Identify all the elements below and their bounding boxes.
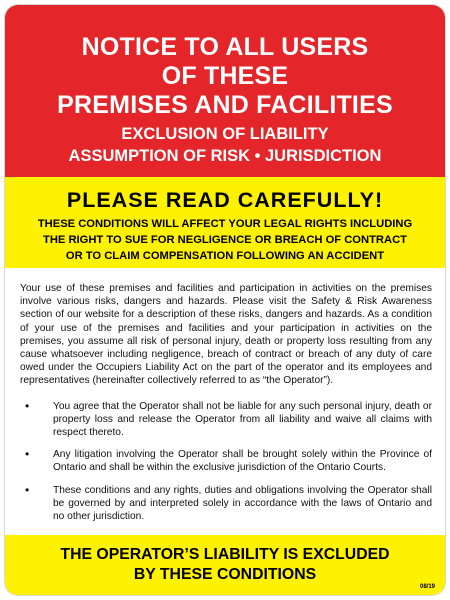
warning-line-3: OR TO CLAIM COMPENSATION FOLLOWING AN ACCIDENT bbox=[65, 250, 385, 262]
liability-statement bbox=[5, 545, 445, 585]
liability-panel bbox=[5, 535, 445, 595]
list-item bbox=[20, 484, 432, 524]
subtitle-line-1: EXCLUSION OF LIABILITY bbox=[121, 125, 329, 143]
warning-line-2: THE RIGHT TO SUE FOR NEGLIGENCE OR BREACH OF CONTRACT bbox=[42, 234, 407, 246]
sign-frame bbox=[5, 5, 445, 595]
terms-body bbox=[20, 282, 432, 532]
title-line-1: NOTICE TO ALL USERS bbox=[81, 33, 369, 61]
sign-code: 08/19 bbox=[419, 584, 435, 590]
subtitle bbox=[5, 123, 445, 167]
list-item bbox=[20, 448, 432, 474]
warning-line-1: THESE CONDITIONS WILL AFFECT YOUR LEGAL RIGHTS INCLUDING bbox=[37, 218, 413, 230]
please-read-heading: PLEASE READ CAREFULLY! bbox=[66, 188, 384, 212]
legal-rights-warning bbox=[5, 216, 445, 264]
liability-line-2: BY THESE CONDITIONS bbox=[133, 566, 317, 583]
condition-text: Any litigation involving the Operator shall be brought solely within the Province of Ontario and shall be within the exclusive jurisdiction of the Ontario Courts. bbox=[53, 449, 432, 474]
title-line-2: OF THESE bbox=[161, 62, 289, 90]
subtitle-line-2: ASSUMPTION OF RISK • JURISDICTION bbox=[68, 147, 382, 165]
bullet-icon: • bbox=[25, 398, 30, 413]
notice-title bbox=[5, 33, 445, 120]
header-panel bbox=[5, 5, 445, 177]
intro-paragraph: Your use of these premises and facilities and participation in activities on the premises involve various risks, dangers and hazards. Please visit the Safety & Risk Awareness section of our website for a description of these risks, dangers and hazards. As a condition of your use of the premises and facilities and your participation in activities on the premises, you assume all risk of personal injury, death or property loss resulting from any cause whatsoever including negligence, breach of contract or breach of any duty of care owed under the Occupiers Liability Act on the part of the operator and its employees and representatives (hereinafter collectively referred to as “the Operator”). bbox=[20, 283, 432, 387]
condition-text: These conditions and any rights, duties and obligations involving the Operator shall be governed by and interpreted solely in accordance with the laws of Ontario and no other jurisdiction. bbox=[53, 484, 432, 523]
alert-panel bbox=[5, 177, 445, 268]
list-item bbox=[20, 400, 432, 440]
title-line-3: PREMISES AND FACILITIES bbox=[57, 91, 393, 119]
conditions-list bbox=[20, 400, 432, 524]
condition-text: You agree that the Operator shall not be liable for any such personal injury, death or property loss and release the Operator from all liability and waive all claims with respect thereto. bbox=[53, 400, 432, 439]
bullet-icon: • bbox=[25, 447, 30, 462]
bullet-icon: • bbox=[25, 482, 30, 497]
liability-line-1: THE OPERATOR’S LIABILITY IS EXCLUDED bbox=[60, 546, 390, 563]
